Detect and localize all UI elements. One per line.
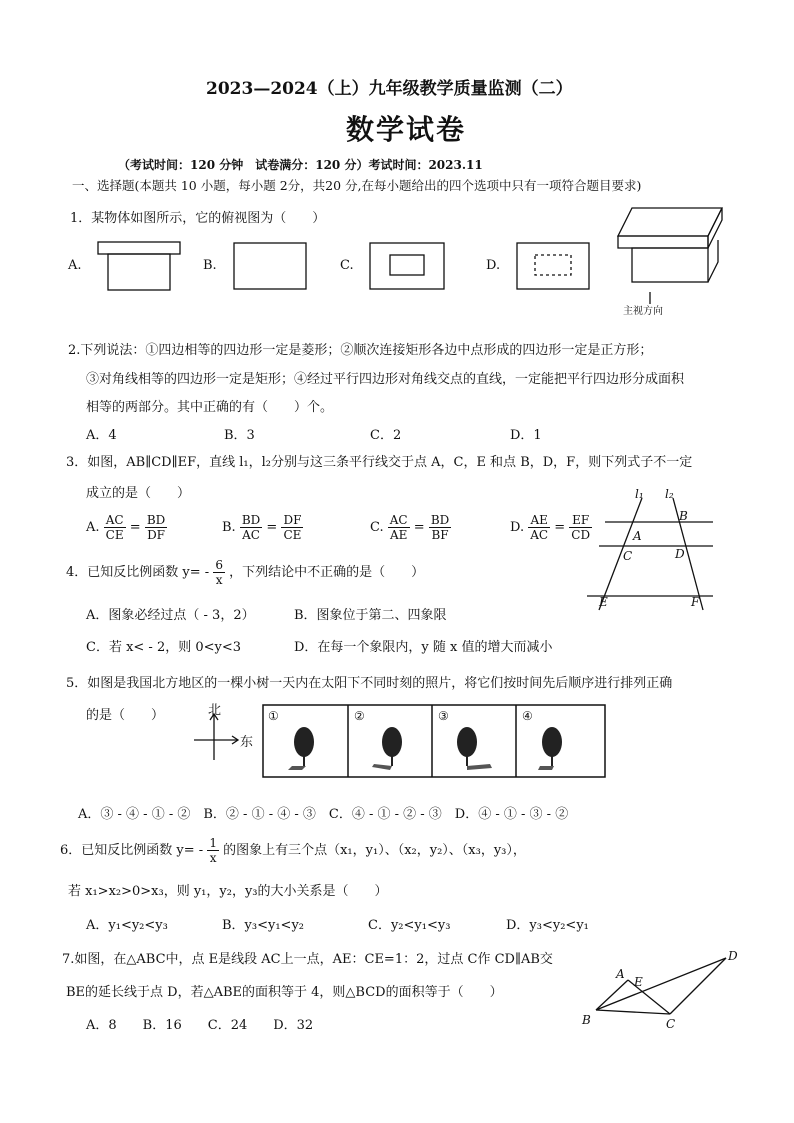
q1-option-a-figure: [98, 242, 180, 290]
q2-option-c: C．2: [370, 428, 402, 443]
exam-header-title: 2023—2024（上）九年级教学质量监测（二）: [206, 79, 573, 99]
q3-label-d: D: [675, 547, 685, 561]
photo-4-label: ④: [522, 709, 533, 723]
q3-label-c: C: [623, 549, 633, 563]
photo-2-label: ②: [354, 709, 365, 723]
q3-label-e: E: [599, 595, 608, 609]
photo-2-tree: [372, 727, 402, 770]
q3-option-d: D. $\frac{AE}{AC}$ = $\frac{EF}{CD}$: [510, 513, 591, 542]
q3-label-a: A: [633, 529, 642, 543]
photo-4-tree: [538, 727, 562, 770]
q3-option-b: B. $\frac{BD}{AC}$ = $\frac{DF}{CE}$: [222, 513, 302, 542]
photo-3-tree: [457, 727, 492, 770]
exam-info: （考试时间：120 分钟 试卷满分：120 分）考试时间：2023.11: [118, 158, 483, 172]
question-2-line2: ③对角线相等的四边形一定是矩形；④经过平行四边形对角线交点的直线，一定能把平行四边形分成面积: [86, 372, 685, 387]
q1-option-b-label: B.: [203, 258, 217, 273]
q4-option-a: A．图象必经过点（ - 3，2）: [86, 608, 255, 623]
compass-north-label: 北: [208, 703, 222, 718]
q3-option-a-frac-left: $\frac{AC}{CE}$: [105, 513, 124, 542]
compass-east-label: 东: [240, 735, 254, 750]
q4-option-c: C．若 x< - 2，则 0<y<3: [86, 640, 242, 655]
q3-option-c-frac-right: $\frac{BD}{BF}$: [430, 513, 450, 542]
q1-option-a-label: A.: [68, 258, 82, 273]
q3-label-f: F: [691, 595, 700, 609]
q1-solid-figure: [610, 196, 730, 316]
q3-label-b: B: [679, 509, 688, 523]
question-2-line1: 2.下列说法：①四边相等的四边形一定是菱形；②顺次连接矩形各边中点形成的四边形一定是正方形；: [68, 343, 653, 358]
question-6-stem: 6．已知反比例函数 y= - $\frac{1}{x}$ 的图象上有三个点（x₁，y₁）、（x₂，y₂）、（x₃，y₃），: [60, 836, 526, 865]
q7-label-a: A: [616, 967, 625, 981]
question-1-stem: 1．某物体如图所示，它的俯视图为（ ）: [70, 211, 326, 226]
q3-figure: [585, 488, 725, 618]
q4-option-d: D．在每一个象限内，y 随 x 值的增大而减小: [294, 640, 553, 655]
q6-fraction: $\frac{1}{x}$: [209, 836, 217, 865]
q3-option-a: A. $\frac{AC}{CE}$ = $\frac{BD}{DF}$: [86, 513, 166, 542]
q7-label-c: C: [666, 1017, 676, 1031]
q3-label-l2: l₂: [665, 487, 674, 501]
q3-option-d-frac-right: $\frac{EF}{CD}$: [571, 513, 591, 542]
photo-1-tree: [288, 727, 314, 770]
question-6-line2: 若 x₁>x₂>0>x₃，则 y₁，y₂，y₃的大小关系是（ ）: [68, 884, 388, 899]
question-5-line2: 的是（ ）: [86, 708, 165, 723]
q6-option-c: C．y₂<y₁<y₃: [368, 918, 451, 933]
q1-option-d-figure: [517, 243, 589, 289]
question-5-line1: 5．如图是我国北方地区的一棵小树一天内在太阳下不同时刻的照片，将它们按时间先后顺序进行排列正确: [66, 676, 673, 691]
q4-option-b: B．图象位于第二、四象限: [294, 608, 447, 623]
question-3-line1: 3．如图，AB∥CD∥EF，直线 l₁，l₂分别与这三条平行线交于点 A，C，E 和点 B，D，F，则下列式子不一定: [66, 455, 693, 470]
q5-options: A．③ - ④ - ① - ② B．② - ① - ④ - ③ C．④ - ① - ② - ③ D．④ - ① - ③ - ②: [78, 807, 569, 822]
q7-figure: [578, 946, 748, 1036]
q3-option-d-label: D.: [510, 520, 525, 535]
q3-option-b-frac-left: $\frac{BD}{AC}$: [241, 513, 261, 542]
q7-label-b: B: [582, 1013, 591, 1027]
q7-label-e: E: [634, 975, 643, 989]
q3-option-c-label: C.: [370, 520, 384, 535]
question-2-line3: 相等的两部分。其中正确的有（ ）个。: [86, 400, 334, 415]
question-7-line1: 7.如图，在△ABC中，点 E是线段 AC上一点，AE：CE=1：2，过点 C作 CD∥AB交: [62, 952, 553, 967]
question-3-line2: 成立的是（ ）: [86, 486, 191, 501]
q5-compass: [192, 700, 262, 770]
q3-option-c-frac-left: $\frac{AC}{AE}$: [389, 513, 408, 542]
q3-option-c: C. $\frac{AC}{AE}$ = $\frac{BD}{BF}$: [370, 513, 450, 542]
q6-option-b: B．y₃<y₁<y₂: [222, 918, 305, 933]
q3-option-d-frac-left: $\frac{AE}{AC}$: [530, 513, 549, 542]
main-view-direction-label: 主视方向: [623, 306, 663, 317]
photo-1-label: ①: [268, 709, 279, 723]
q1-option-b-figure: [234, 243, 306, 289]
q3-option-a-label: A.: [86, 520, 100, 535]
q2-option-b: B．3: [224, 428, 255, 443]
q1-option-d-label: D.: [486, 258, 501, 273]
q1-option-c-figure: [370, 243, 444, 289]
q6-option-a: A．y₁<y₂<y₃: [86, 918, 168, 933]
question-4-stem: 4．已知反比例函数 y= - $\frac{6}{x}$ ，下列结论中不正确的是（ ）: [66, 558, 425, 587]
question-7-line2: BE的延长线于点 D，若△ABE的面积等于 4，则△BCD的面积等于（ ）: [66, 985, 503, 1000]
q2-option-a: A．4: [86, 428, 117, 443]
q3-label-l1: l₁: [635, 487, 644, 501]
q3-option-b-frac-right: $\frac{DF}{CE}$: [283, 513, 302, 542]
q7-options: A．8 B．16 C．24 D．32: [86, 1018, 314, 1033]
q3-option-b-label: B.: [222, 520, 236, 535]
q3-option-a-frac-right: $\frac{BD}{DF}$: [146, 513, 166, 542]
q4-fraction: $\frac{6}{x}$: [215, 558, 223, 587]
q1-option-c-label: C.: [340, 258, 354, 273]
q2-option-d: D．1: [510, 428, 542, 443]
q7-label-d: D: [728, 949, 738, 963]
line-l1: [599, 498, 642, 610]
q6-option-d: D．y₃<y₂<y₁: [506, 918, 589, 933]
paper-title: 数学试卷: [346, 113, 467, 146]
photo-3-label: ③: [438, 709, 449, 723]
section-heading: 一、选择题(本题共 10 小题，每小题 2分，共20 分,在每小题给出的四个选项中只有一项符合题目要求): [72, 178, 642, 193]
q5-tree-photos: [262, 704, 608, 778]
